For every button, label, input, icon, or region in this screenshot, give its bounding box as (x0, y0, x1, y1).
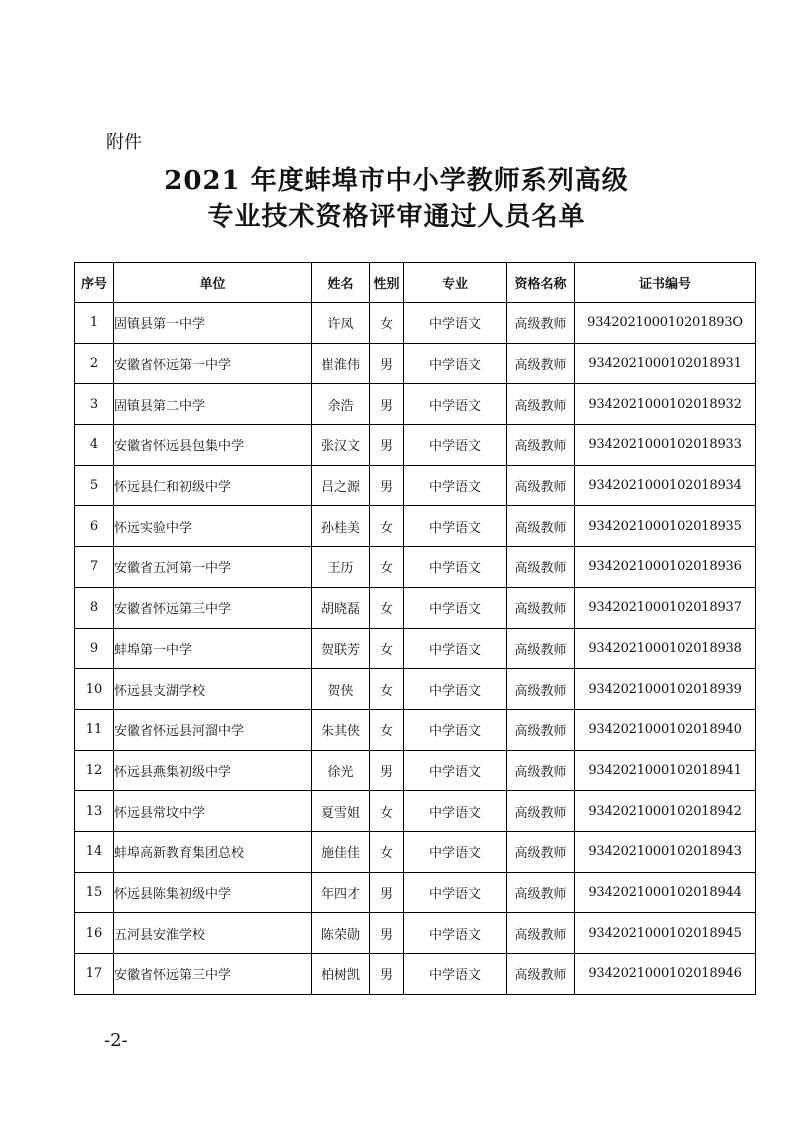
unit-cell: 怀远县仁和初级中学 (114, 465, 312, 506)
table-row (75, 343, 756, 384)
major-cell: 中学语文 (404, 303, 507, 344)
certificate-number-cell: 9342021000102018938 (575, 628, 756, 669)
major-cell: 中学语文 (404, 506, 507, 547)
qualification-cell: 高级教师 (507, 709, 575, 750)
table-row (75, 303, 756, 344)
certificate-number-cell: 9342021000102018937 (575, 587, 756, 628)
qualification-cell: 高级教师 (507, 465, 575, 506)
unit-cell: 蚌埠高新教育集团总校 (114, 831, 312, 872)
header-col-qualification: 资格名称 (507, 263, 575, 303)
index-cell: 6 (75, 506, 114, 547)
table-body (75, 303, 756, 995)
index-cell: 15 (75, 872, 114, 913)
name-cell: 贺联芳 (312, 628, 370, 669)
gender-cell: 男 (370, 425, 404, 466)
name-cell: 王历 (312, 547, 370, 588)
index-cell: 2 (75, 343, 114, 384)
table-row (75, 750, 756, 791)
major-cell: 中学语文 (404, 791, 507, 832)
certificate-number-cell: 9342021000102018940 (575, 709, 756, 750)
name-cell: 胡晓磊 (312, 587, 370, 628)
name-cell: 贺侠 (312, 669, 370, 710)
major-cell: 中学语文 (404, 384, 507, 425)
table-row (75, 425, 756, 466)
unit-cell: 怀远县燕集初级中学 (114, 750, 312, 791)
unit-cell: 蚌埠第一中学 (114, 628, 312, 669)
name-cell: 陈荣勋 (312, 913, 370, 954)
name-cell: 张汉文 (312, 425, 370, 466)
gender-cell: 男 (370, 465, 404, 506)
qualification-cell: 高级教师 (507, 303, 575, 344)
certificate-number-cell: 934202100010201893O (575, 303, 756, 344)
certificate-number-cell: 9342021000102018939 (575, 669, 756, 710)
qualification-cell: 高级教师 (507, 913, 575, 954)
table-row (75, 669, 756, 710)
unit-cell: 安徽省怀远第三中学 (114, 587, 312, 628)
name-cell: 许凤 (312, 303, 370, 344)
unit-cell: 安徽省五河第一中学 (114, 547, 312, 588)
qualification-cell: 高级教师 (507, 343, 575, 384)
gender-cell: 男 (370, 872, 404, 913)
qualification-cell: 高级教师 (507, 587, 575, 628)
page-number: -2- (104, 1030, 128, 1051)
gender-cell: 女 (370, 506, 404, 547)
certificate-number-cell: 9342021000102018942 (575, 791, 756, 832)
major-cell: 中学语文 (404, 831, 507, 872)
name-cell: 吕之源 (312, 465, 370, 506)
unit-cell: 怀远县常坟中学 (114, 791, 312, 832)
qualification-cell: 高级教师 (507, 872, 575, 913)
index-cell: 4 (75, 425, 114, 466)
gender-cell: 女 (370, 628, 404, 669)
header-col-unit: 单位 (114, 263, 312, 303)
major-cell: 中学语文 (404, 628, 507, 669)
gender-cell: 女 (370, 547, 404, 588)
qualification-cell: 高级教师 (507, 954, 575, 995)
name-cell: 徐光 (312, 750, 370, 791)
document-title-line-2: 专业技术资格评审通过人员名单 (207, 202, 586, 232)
index-cell: 5 (75, 465, 114, 506)
major-cell: 中学语文 (404, 547, 507, 588)
index-cell: 9 (75, 628, 114, 669)
major-cell: 中学语文 (404, 750, 507, 791)
index-cell: 17 (75, 954, 114, 995)
roster-table (74, 262, 756, 995)
name-cell: 柏树凯 (312, 954, 370, 995)
major-cell: 中学语文 (404, 343, 507, 384)
qualification-cell: 高级教师 (507, 547, 575, 588)
major-cell: 中学语文 (404, 954, 507, 995)
gender-cell: 女 (370, 791, 404, 832)
header-col-index: 序号 (75, 263, 114, 303)
name-cell: 余浩 (312, 384, 370, 425)
major-cell: 中学语文 (404, 669, 507, 710)
unit-cell: 安徽省怀远第三中学 (114, 954, 312, 995)
table-row (75, 628, 756, 669)
major-cell: 中学语文 (404, 913, 507, 954)
gender-cell: 男 (370, 913, 404, 954)
table-row (75, 791, 756, 832)
document-title-line-1: 2021 年度蚌埠市中小学教师系列高级 (164, 166, 629, 196)
major-cell: 中学语文 (404, 709, 507, 750)
qualification-cell: 高级教师 (507, 506, 575, 547)
index-cell: 16 (75, 913, 114, 954)
header-col-major: 专业 (404, 263, 507, 303)
gender-cell: 男 (370, 954, 404, 995)
attachment-label: 附件 (106, 132, 142, 153)
index-cell: 10 (75, 669, 114, 710)
index-cell: 12 (75, 750, 114, 791)
certificate-number-cell: 9342021000102018946 (575, 954, 756, 995)
certificate-number-cell: 9342021000102018941 (575, 750, 756, 791)
certificate-number-cell: 9342021000102018935 (575, 506, 756, 547)
major-cell: 中学语文 (404, 872, 507, 913)
table-row (75, 913, 756, 954)
name-cell: 崔淮伟 (312, 343, 370, 384)
certificate-number-cell: 9342021000102018936 (575, 547, 756, 588)
name-cell: 施佳佳 (312, 831, 370, 872)
unit-cell: 安徽省怀远第一中学 (114, 343, 312, 384)
qualification-cell: 高级教师 (507, 628, 575, 669)
gender-cell: 男 (370, 384, 404, 425)
unit-cell: 安徽省怀远县河溜中学 (114, 709, 312, 750)
header-col-gender: 性别 (370, 263, 404, 303)
gender-cell: 男 (370, 750, 404, 791)
name-cell: 朱其侠 (312, 709, 370, 750)
certificate-number-cell: 9342021000102018932 (575, 384, 756, 425)
gender-cell: 男 (370, 343, 404, 384)
qualification-cell: 高级教师 (507, 831, 575, 872)
index-cell: 13 (75, 791, 114, 832)
table-row (75, 587, 756, 628)
name-cell: 年四才 (312, 872, 370, 913)
major-cell: 中学语文 (404, 465, 507, 506)
unit-cell: 安徽省怀远县包集中学 (114, 425, 312, 466)
qualification-cell: 高级教师 (507, 669, 575, 710)
unit-cell: 怀远县陈集初级中学 (114, 872, 312, 913)
index-cell: 3 (75, 384, 114, 425)
header-col-name: 姓名 (312, 263, 370, 303)
unit-cell: 怀远县支湖学校 (114, 669, 312, 710)
gender-cell: 女 (370, 587, 404, 628)
table-row (75, 465, 756, 506)
index-cell: 11 (75, 709, 114, 750)
major-cell: 中学语文 (404, 587, 507, 628)
table-row (75, 547, 756, 588)
unit-cell: 怀远实验中学 (114, 506, 312, 547)
gender-cell: 女 (370, 669, 404, 710)
table-header-row (75, 263, 756, 303)
index-cell: 14 (75, 831, 114, 872)
unit-cell: 固镇县第一中学 (114, 303, 312, 344)
table-row (75, 709, 756, 750)
gender-cell: 女 (370, 709, 404, 750)
gender-cell: 女 (370, 303, 404, 344)
qualification-cell: 高级教师 (507, 384, 575, 425)
qualification-cell: 高级教师 (507, 791, 575, 832)
name-cell: 孙桂美 (312, 506, 370, 547)
certificate-number-cell: 9342021000102018943 (575, 831, 756, 872)
certificate-number-cell: 9342021000102018933 (575, 425, 756, 466)
unit-cell: 五河县安淮学校 (114, 913, 312, 954)
certificate-number-cell: 9342021000102018934 (575, 465, 756, 506)
certificate-number-cell: 9342021000102018944 (575, 872, 756, 913)
table-row (75, 506, 756, 547)
certificate-number-cell: 9342021000102018945 (575, 913, 756, 954)
table-row (75, 872, 756, 913)
name-cell: 夏雪姐 (312, 791, 370, 832)
certificate-number-cell: 9342021000102018931 (575, 343, 756, 384)
unit-cell: 固镇县第二中学 (114, 384, 312, 425)
table-row (75, 954, 756, 995)
gender-cell: 女 (370, 831, 404, 872)
qualification-cell: 高级教师 (507, 750, 575, 791)
index-cell: 8 (75, 587, 114, 628)
table-row (75, 384, 756, 425)
header-col-certificate: 证书编号 (575, 263, 756, 303)
qualification-cell: 高级教师 (507, 425, 575, 466)
major-cell: 中学语文 (404, 425, 507, 466)
index-cell: 7 (75, 547, 114, 588)
table-row (75, 831, 756, 872)
index-cell: 1 (75, 303, 114, 344)
